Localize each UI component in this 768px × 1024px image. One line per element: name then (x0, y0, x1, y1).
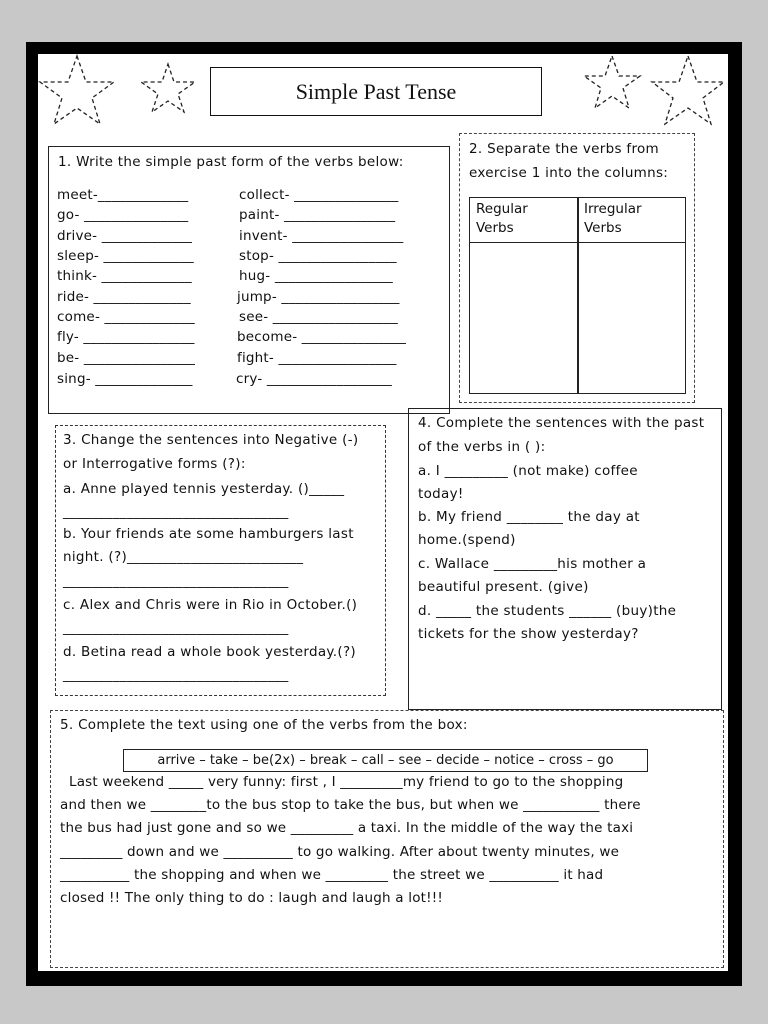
verb-blank: meet-_____________ (57, 187, 189, 203)
verb-word-box: arrive – take – be(2x) – break – call – see – decide – notice – cross – go (123, 749, 648, 772)
regular-verbs-header: Regular (476, 201, 528, 217)
verb-blank: drive- _____________ (57, 228, 193, 244)
verb-blank: go- _______________ (57, 207, 189, 223)
verb-blank: collect- _______________ (239, 187, 399, 203)
exercise-4-line: c. Wallace _________his mother a (418, 556, 647, 572)
exercise-4-line: b. My friend ________ the day at (418, 509, 640, 525)
star-icon (141, 64, 195, 112)
exercise-3-line: a. Anne played tennis yesterday. ()_____ (63, 481, 345, 497)
exercise-4-line: d. _____ the students ______ (buy)the (418, 603, 677, 619)
paragraph-line: the bus had just gone and so we _________ a taxi. In the middle of the way the taxi (60, 820, 634, 836)
paragraph-line: _________ down and we __________ to go walking. After about twenty minutes, we (60, 844, 620, 860)
verb-blank: sleep- _____________ (57, 248, 194, 264)
paragraph-line: and then we ________to the bus stop to take the bus, but when we ___________ there (60, 797, 641, 813)
verb-blank: sing- ______________ (57, 371, 193, 387)
star-icon (40, 56, 114, 124)
paragraph-line: Last weekend _____ very funny: first , I _________my friend to go to the shopping (60, 774, 624, 790)
exercise-4-line: today! (418, 486, 464, 502)
exercise-3-line: night. (?)_________________________ (63, 549, 304, 565)
verb-blank: ride- ______________ (57, 289, 191, 305)
verb-blank: see- __________________ (239, 309, 398, 325)
exercise-3-line: 3. Change the sentences into Negative (-) (63, 432, 359, 448)
star-icon (652, 56, 724, 124)
paragraph-line: __________ the shopping and when we _________ the street we __________ it had (60, 867, 604, 883)
verb-blank: be- ________________ (57, 350, 196, 366)
verbs-table-divider (577, 198, 579, 393)
exercise-3-line: b. Your friends ate some hamburgers last (63, 526, 354, 542)
verb-blank: stop- _________________ (239, 248, 397, 264)
irregular-verbs-header: Irregular (584, 201, 642, 217)
exercise-3-line: ________________________________ (63, 504, 289, 520)
verb-blank: come- _____________ (57, 309, 195, 325)
verb-blank: paint- ________________ (239, 207, 396, 223)
page-title: Simple Past Tense (210, 67, 542, 116)
star-icon (584, 56, 640, 108)
exercise-4-line: a. I _________ (not make) coffee (418, 463, 638, 479)
verb-blank: invent- ________________ (239, 228, 404, 244)
verbs-table (469, 197, 686, 394)
exercise-1-instruction: 1. Write the simple past form of the verbs below: (58, 154, 404, 170)
exercise-3-line: ________________________________ (63, 667, 289, 683)
verb-blank: think- _____________ (57, 268, 192, 284)
irregular-verbs-header-2: Verbs (584, 220, 622, 236)
verb-blank: fight- _________________ (237, 350, 397, 366)
verb-blank: jump- _________________ (237, 289, 400, 305)
verb-blank: hug- _________________ (239, 268, 393, 284)
regular-verbs-header-2: Verbs (476, 220, 514, 236)
exercise-3-line: ________________________________ (63, 573, 289, 589)
paragraph-line: closed !! The only thing to do : laugh and laugh a lot!!! (60, 890, 443, 906)
exercise-4-line: tickets for the show yesterday? (418, 626, 639, 642)
verb-blank: become- _______________ (237, 329, 407, 345)
exercise-4-line: home.(spend) (418, 532, 516, 548)
verb-blank: fly- ________________ (57, 329, 195, 345)
exercise-2-instruction-line1: 2. Separate the verbs from (469, 141, 660, 157)
exercise-4-line: of the verbs in ( ): (418, 439, 546, 455)
exercise-3-line: or Interrogative forms (?): (63, 456, 246, 472)
exercise-5-instruction: 5. Complete the text using one of the verbs from the box: (60, 717, 468, 733)
exercise-4-line: 4. Complete the sentences with the past (418, 415, 705, 431)
exercise-4-line: beautiful present. (give) (418, 579, 589, 595)
exercise-3-line: ________________________________ (63, 620, 289, 636)
exercise-2-instruction-line2: exercise 1 into the columns: (469, 165, 669, 181)
exercise-3-line: c. Alex and Chris were in Rio in October.() (63, 597, 358, 613)
exercise-3-line: d. Betina read a whole book yesterday.(?) (63, 644, 356, 660)
verb-blank: cry- __________________ (236, 371, 392, 387)
